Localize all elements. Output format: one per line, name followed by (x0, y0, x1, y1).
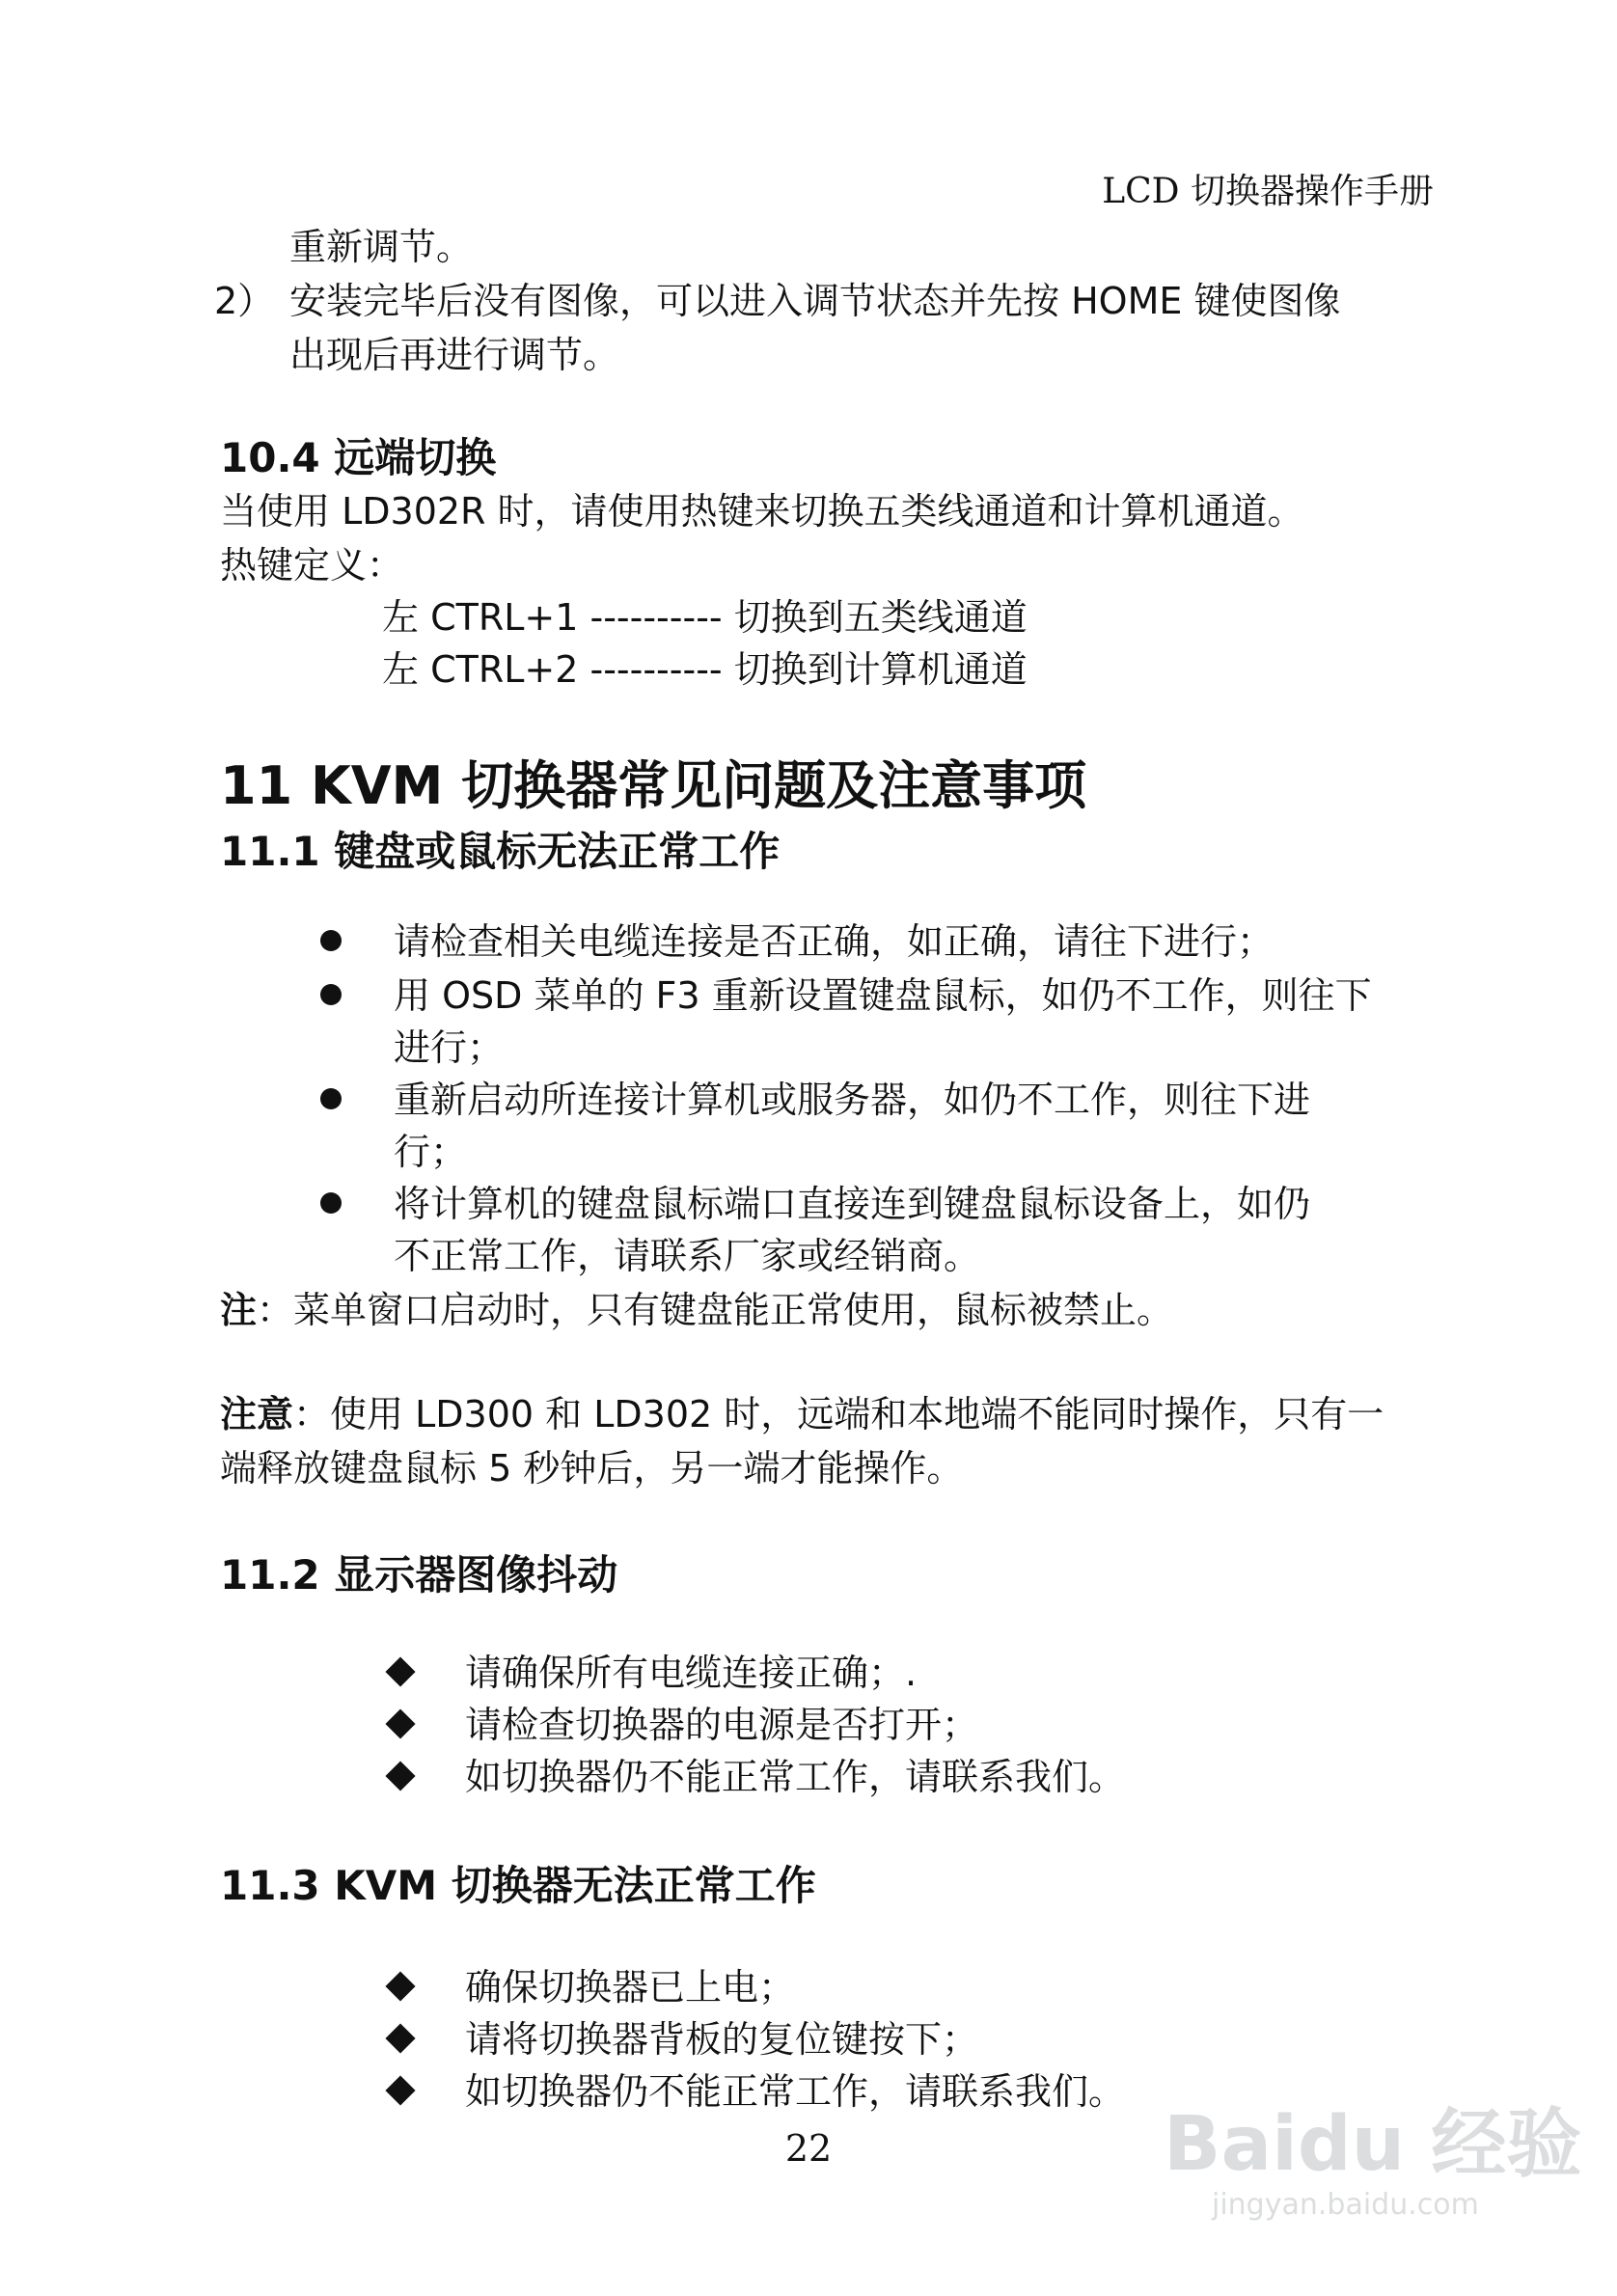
bullet-dot-icon (320, 1088, 342, 1109)
list-item: 行； (394, 1131, 468, 1173)
list-item: 确保切换器已上电； (465, 1966, 796, 2009)
list-item: 将计算机的键盘鼠标端口直接连到键盘鼠标设备上，如仍 (394, 1183, 1311, 1225)
baidu-watermark (1144, 2074, 1582, 2248)
attention-text: 端释放键盘鼠标 5 秒钟后，另一端才能操作。 (220, 1447, 964, 1490)
list-item: 请检查切换器的电源是否打开； (465, 1704, 979, 1746)
watermark-brand: Baidu 经验 (1164, 2101, 1582, 2188)
section-heading: 10.4 远端切换 (220, 434, 497, 481)
bullet-dot-icon (320, 984, 342, 1005)
bullet-dot-icon (320, 930, 342, 951)
page-number: 22 (784, 2127, 833, 2170)
list-item-text: 出现后再进行调节。 (289, 334, 620, 376)
bullet-dot-icon (320, 1192, 342, 1214)
list-item: 请将切换器背板的复位键按下； (465, 2018, 979, 2061)
intro-line: 重新调节。 (289, 226, 474, 268)
attention-note (220, 1387, 1384, 1441)
section-heading: 11.3 KVM 切换器无法正常工作 (220, 1862, 816, 1909)
hotkey-definition: 左 CTRL+1 ---------- 切换到五类线通道 (382, 596, 1028, 639)
list-item: 如切换器仍不能正常工作，请联系我们。 (465, 1756, 1126, 1798)
list-item: 用 OSD 菜单的 F3 重新设置键盘鼠标，如仍不工作，则往下 (394, 974, 1372, 1017)
list-item: 请确保所有电缆连接正确；. (465, 1652, 918, 1694)
page-header: LCD 切换器操作手册 (1102, 172, 1434, 211)
list-item: 不正常工作，请联系厂家或经销商。 (394, 1235, 981, 1277)
list-item: 请检查相关电缆连接是否正确，如正确，请往下进行； (394, 920, 1274, 963)
bullet-diamond-icon (385, 2075, 415, 2105)
list-item: 如切换器仍不能正常工作，请联系我们。 (465, 2070, 1126, 2113)
note-label: 注 (220, 1289, 258, 1331)
bullet-diamond-icon (385, 1971, 415, 2001)
note-text: ：菜单窗口启动时，只有键盘能正常使用，鼠标被禁止。 (257, 1289, 1174, 1331)
list-item-text: 安装完毕后没有图像，可以进入调节状态并先按 HOME 键使图像 (289, 280, 1341, 322)
paragraph: 当使用 LD302R 时，请使用热键来切换五类线通道和计算机通道。 (220, 490, 1304, 533)
watermark-url: jingyan.baidu.com (1212, 2188, 1479, 2222)
bullet-diamond-icon (385, 1761, 415, 1790)
chapter-heading: 11 KVM 切换器常见问题及注意事项 (220, 755, 1087, 816)
note (220, 1283, 1173, 1337)
section-heading: 11.1 键盘或鼠标无法正常工作 (220, 828, 781, 875)
paragraph: 热键定义： (220, 544, 404, 587)
attention-text: ：使用 LD300 和 LD302 时，远端和本地端不能同时操作，只有一 (293, 1393, 1384, 1435)
list-item: 进行； (394, 1026, 505, 1069)
bullet-diamond-icon (385, 2023, 415, 2053)
bullet-diamond-icon (385, 1656, 415, 1686)
section-heading: 11.2 显示器图像抖动 (220, 1551, 618, 1599)
hotkey-definition: 左 CTRL+2 ---------- 切换到计算机通道 (382, 648, 1028, 691)
bullet-diamond-icon (385, 1708, 415, 1738)
attention-label: 注意 (220, 1393, 294, 1435)
list-item: 重新启动所连接计算机或服务器，如仍不工作，则往下进 (394, 1079, 1311, 1121)
list-number: 2） (214, 280, 275, 322)
